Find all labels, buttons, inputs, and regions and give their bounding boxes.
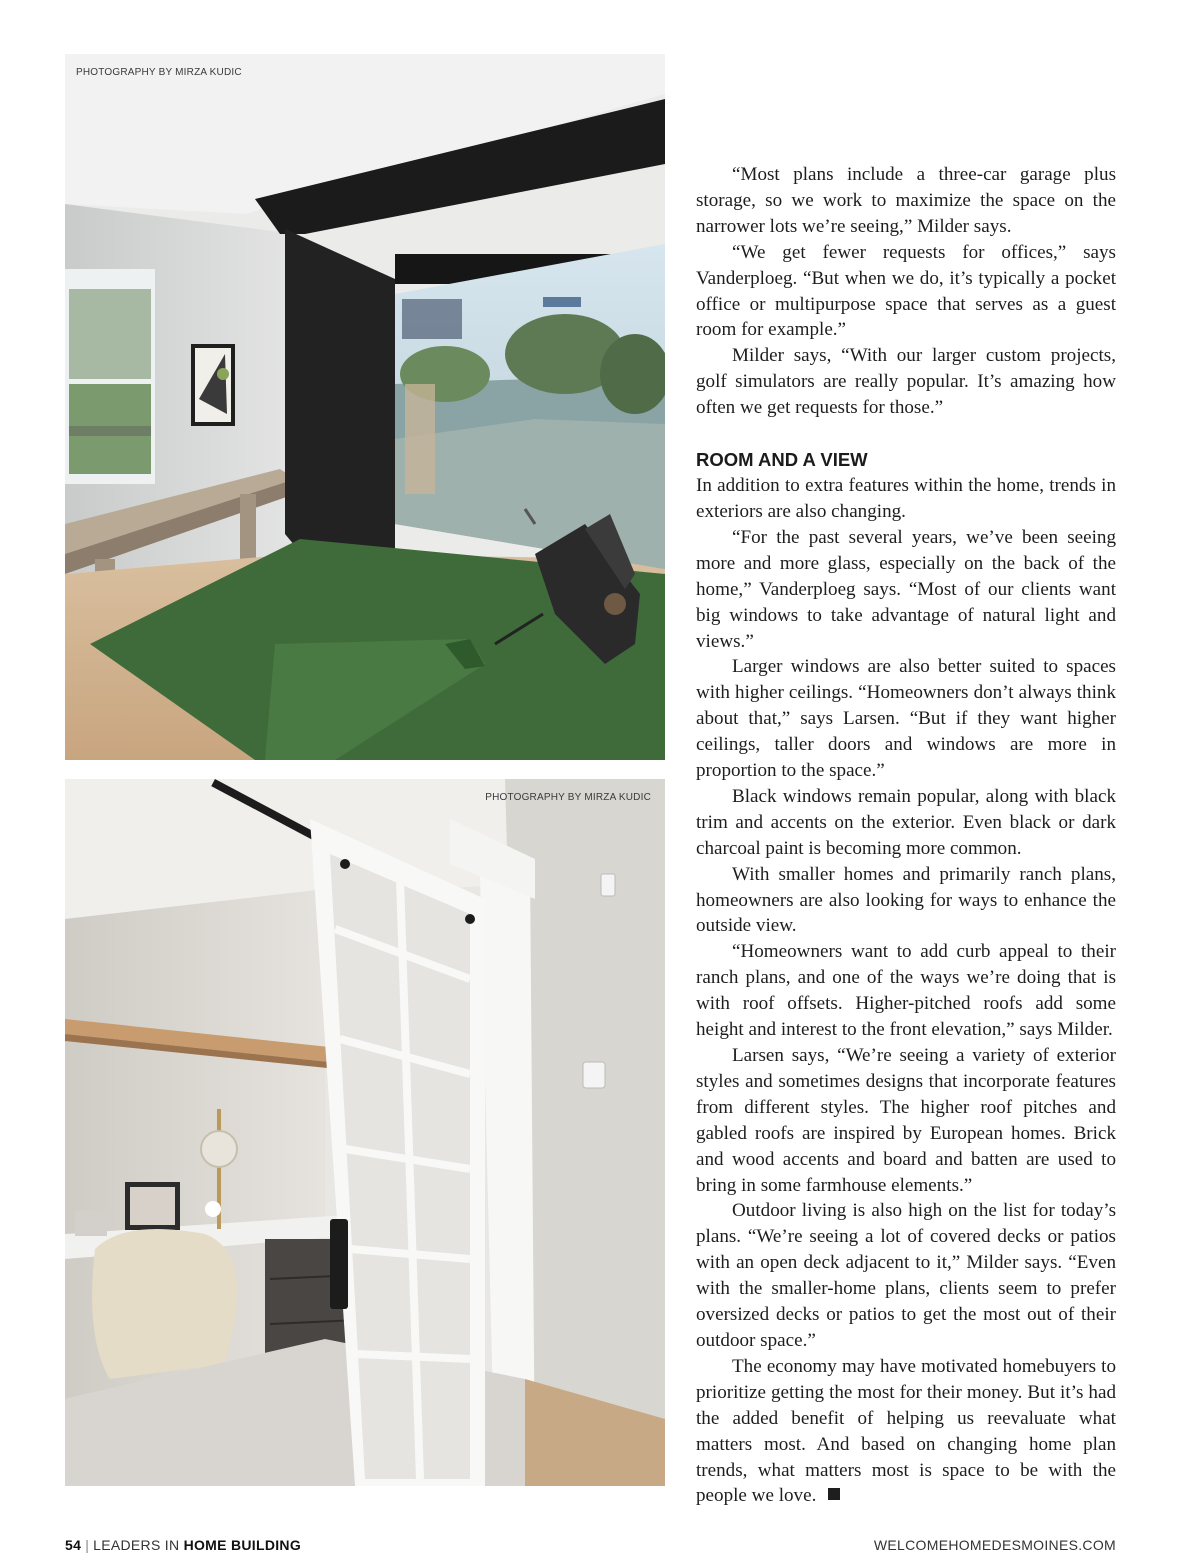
photo-credit-bottom: PHOTOGRAPHY BY MIRZA KUDIC [485, 792, 651, 803]
article-paragraph-text: The economy may have motivated homebuyers to prioritize getting the most for their money. But it’s had the added benefit of helping us reevaluate what matters most. And based on changing home plan trends, what matters most is space to be with the people we love. [696, 1355, 1116, 1507]
pocket-office-photo [65, 779, 665, 1486]
section-heading: ROOM AND A VIEW [696, 449, 868, 471]
article-paragraph: “Homeowners want to add curb appeal to their ranch plans, and one of the ways we’re doing that is with roof offsets. Higher-pitched roofs add some height and interest to the front elevation,” says Milder. [696, 941, 1116, 1041]
article-paragraph: Larsen says, “We’re seeing a variety of exterior styles and sometimes designs that incorporate features from different styles. The higher roof pitches and gabled roofs are inspired by European homes. Brick and wood accents and board and batten are used to bring in some farmhouse elements.” [696, 1045, 1116, 1196]
footer-divider: | [85, 1537, 90, 1553]
article-paragraph: In addition to extra features within the home, trends in exteriors are also changing. [696, 475, 1116, 522]
article-paragraph-last [696, 1354, 1116, 1509]
article-paragraph: “We get fewer requests for offices,” says Vanderploeg. “But when we do, it’s typically a pocket office or multipurpose space that serves as a guest room for example.” [696, 241, 1116, 341]
article-body [696, 162, 1116, 1509]
article-paragraph: Black windows remain popular, along with black trim and accents on the exterior. Even black or dark charcoal paint is becoming more common. [696, 785, 1116, 859]
golf-simulator-photo [65, 54, 665, 760]
article-paragraph: Larger windows are also better suited to spaces with higher ceilings. “Homeowners don’t always think about that,” says Larsen. “But if they want higher ceilings, taller doors and windows are more in proportion to the space.” [696, 656, 1116, 782]
website-link[interactable]: WELCOMEHOMEDESMOINES.COM [873, 1537, 1116, 1553]
article-paragraph: With smaller homes and primarily ranch plans, homeowners are also looking for ways to enhance the outside view. [696, 863, 1116, 937]
section-prefix: LEADERS IN [93, 1537, 180, 1553]
article-paragraph: Milder says, “With our larger custom projects, golf simulators are really popular. It’s amazing how often we get requests for those.” [696, 345, 1116, 419]
page-number: 54 [65, 1537, 82, 1553]
photo-credit-top: PHOTOGRAPHY BY MIRZA KUDIC [76, 67, 242, 78]
end-mark-icon [828, 1488, 840, 1500]
article-paragraph: “For the past several years, we’ve been seeing more and more glass, especially on the back of the home,” Vanderploeg says. “Most of our clients want big windows to take advantage of natural light and views.” [696, 526, 1116, 652]
footer-left [65, 1537, 301, 1553]
article-paragraph: Outdoor living is also high on the list for today’s plans. “We’re seeing a lot of covered decks or patios with an open deck adjacent to it,” Milder says. “Even with the smaller-home plans, clients seem to prefer oversized decks or patios to get the most out of their outdoor space.” [696, 1200, 1116, 1351]
section-name: HOME BUILDING [183, 1537, 302, 1553]
article-paragraph: “Most plans include a three-car garage plus storage, so we work to maximize the space on the narrower lots we’re seeing,” Milder says. [696, 164, 1116, 237]
